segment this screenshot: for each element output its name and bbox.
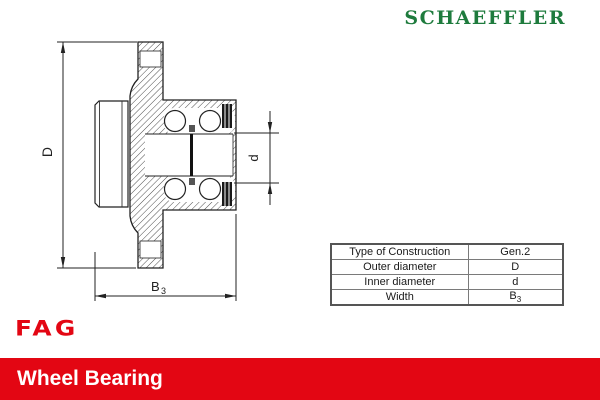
cage-bottom — [189, 178, 195, 185]
spec-label: Outer diameter — [331, 260, 468, 275]
dim-label-D: D — [39, 146, 55, 158]
footer-bar — [0, 358, 600, 400]
schaeffler-logo: SCHAEFFLER — [404, 7, 566, 29]
bore — [145, 134, 233, 176]
table-row — [331, 290, 563, 306]
spec-table — [330, 243, 564, 306]
table-row — [331, 260, 563, 275]
ball-top-right — [200, 111, 221, 132]
inner-ring-joint — [190, 134, 193, 176]
spec-value: D — [468, 260, 563, 275]
spec-label: Type of Construction — [331, 244, 468, 260]
table-row — [331, 275, 563, 290]
table-row — [331, 244, 563, 260]
fag-logo: FAG — [15, 317, 79, 341]
ball-bottom-right — [200, 179, 221, 200]
seal-bottom — [222, 182, 232, 206]
spec-value: $B_3$ — [468, 290, 563, 306]
product-category-title: Wheel Bearing — [17, 367, 163, 390]
seal-top — [222, 104, 232, 128]
bolt-hole-top — [140, 51, 161, 67]
ball-bottom-left — [165, 179, 186, 200]
bolt-hole-bottom — [140, 241, 161, 258]
width-subscript: 3 — [516, 295, 522, 305]
dim-label-B: B — [151, 279, 160, 294]
spec-label: Inner diameter — [331, 275, 468, 290]
cage-top — [189, 125, 195, 132]
spec-label: Width — [331, 290, 468, 306]
spec-value: d — [468, 275, 563, 290]
spec-value: Gen.2 — [468, 244, 563, 260]
dim-label-d: d — [246, 154, 261, 162]
ball-top-left — [165, 111, 186, 132]
dim-label-B-subscript: 3 — [161, 286, 167, 296]
